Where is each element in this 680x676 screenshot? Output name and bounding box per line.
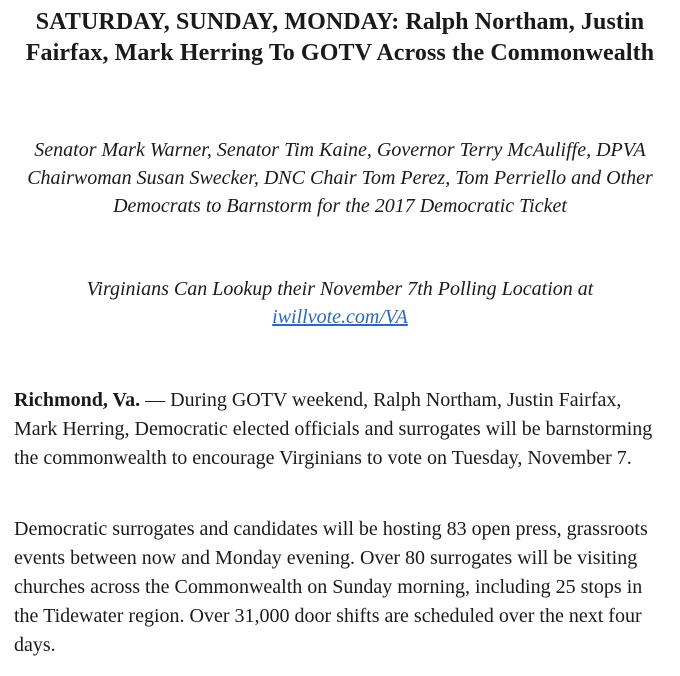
headline: SATURDAY, SUNDAY, MONDAY: Ralph Northam, Justin Fairfax, Mark Herring To GOTV Across the Commonwealth [25,9,655,66]
polling-location-note [14,275,666,331]
dateline: Richmond, Va. [14,389,141,411]
polling-location-text: Virginians Can Lookup their November 7th Polling Location at [86,278,594,300]
body-paragraph-1 [14,386,666,473]
iwillvote-link[interactable]: iwillvote.com/VA [272,306,408,328]
body-paragraph-2: Democratic surrogates and candidates will be hosting 83 open press, grassroots events between now and Monday evening. Over 80 surrogates will be visiting churches across the Commonwealth on Sunday morning, including 25 stops in the Tidewater region. Over 31,000 door shifts are scheduled over the next four days. [14,518,648,656]
subheadline: Senator Mark Warner, Senator Tim Kaine, Governor Terry McAuliffe, DPVA Chairwoman Susan Swecker, DNC Chair Tom Perez, Tom Perriello and Other Democrats to Barnstorm for the 2017 Democratic Ticket [27,139,653,217]
body-paragraph-1-text: — During GOTV weekend, Ralph Northam, Justin Fairfax, Mark Herring, Democratic elected officials and surrogates will be barnstorming the commonwealth to encourage Virginians to vote on Tuesday, November 7. [14,389,653,469]
